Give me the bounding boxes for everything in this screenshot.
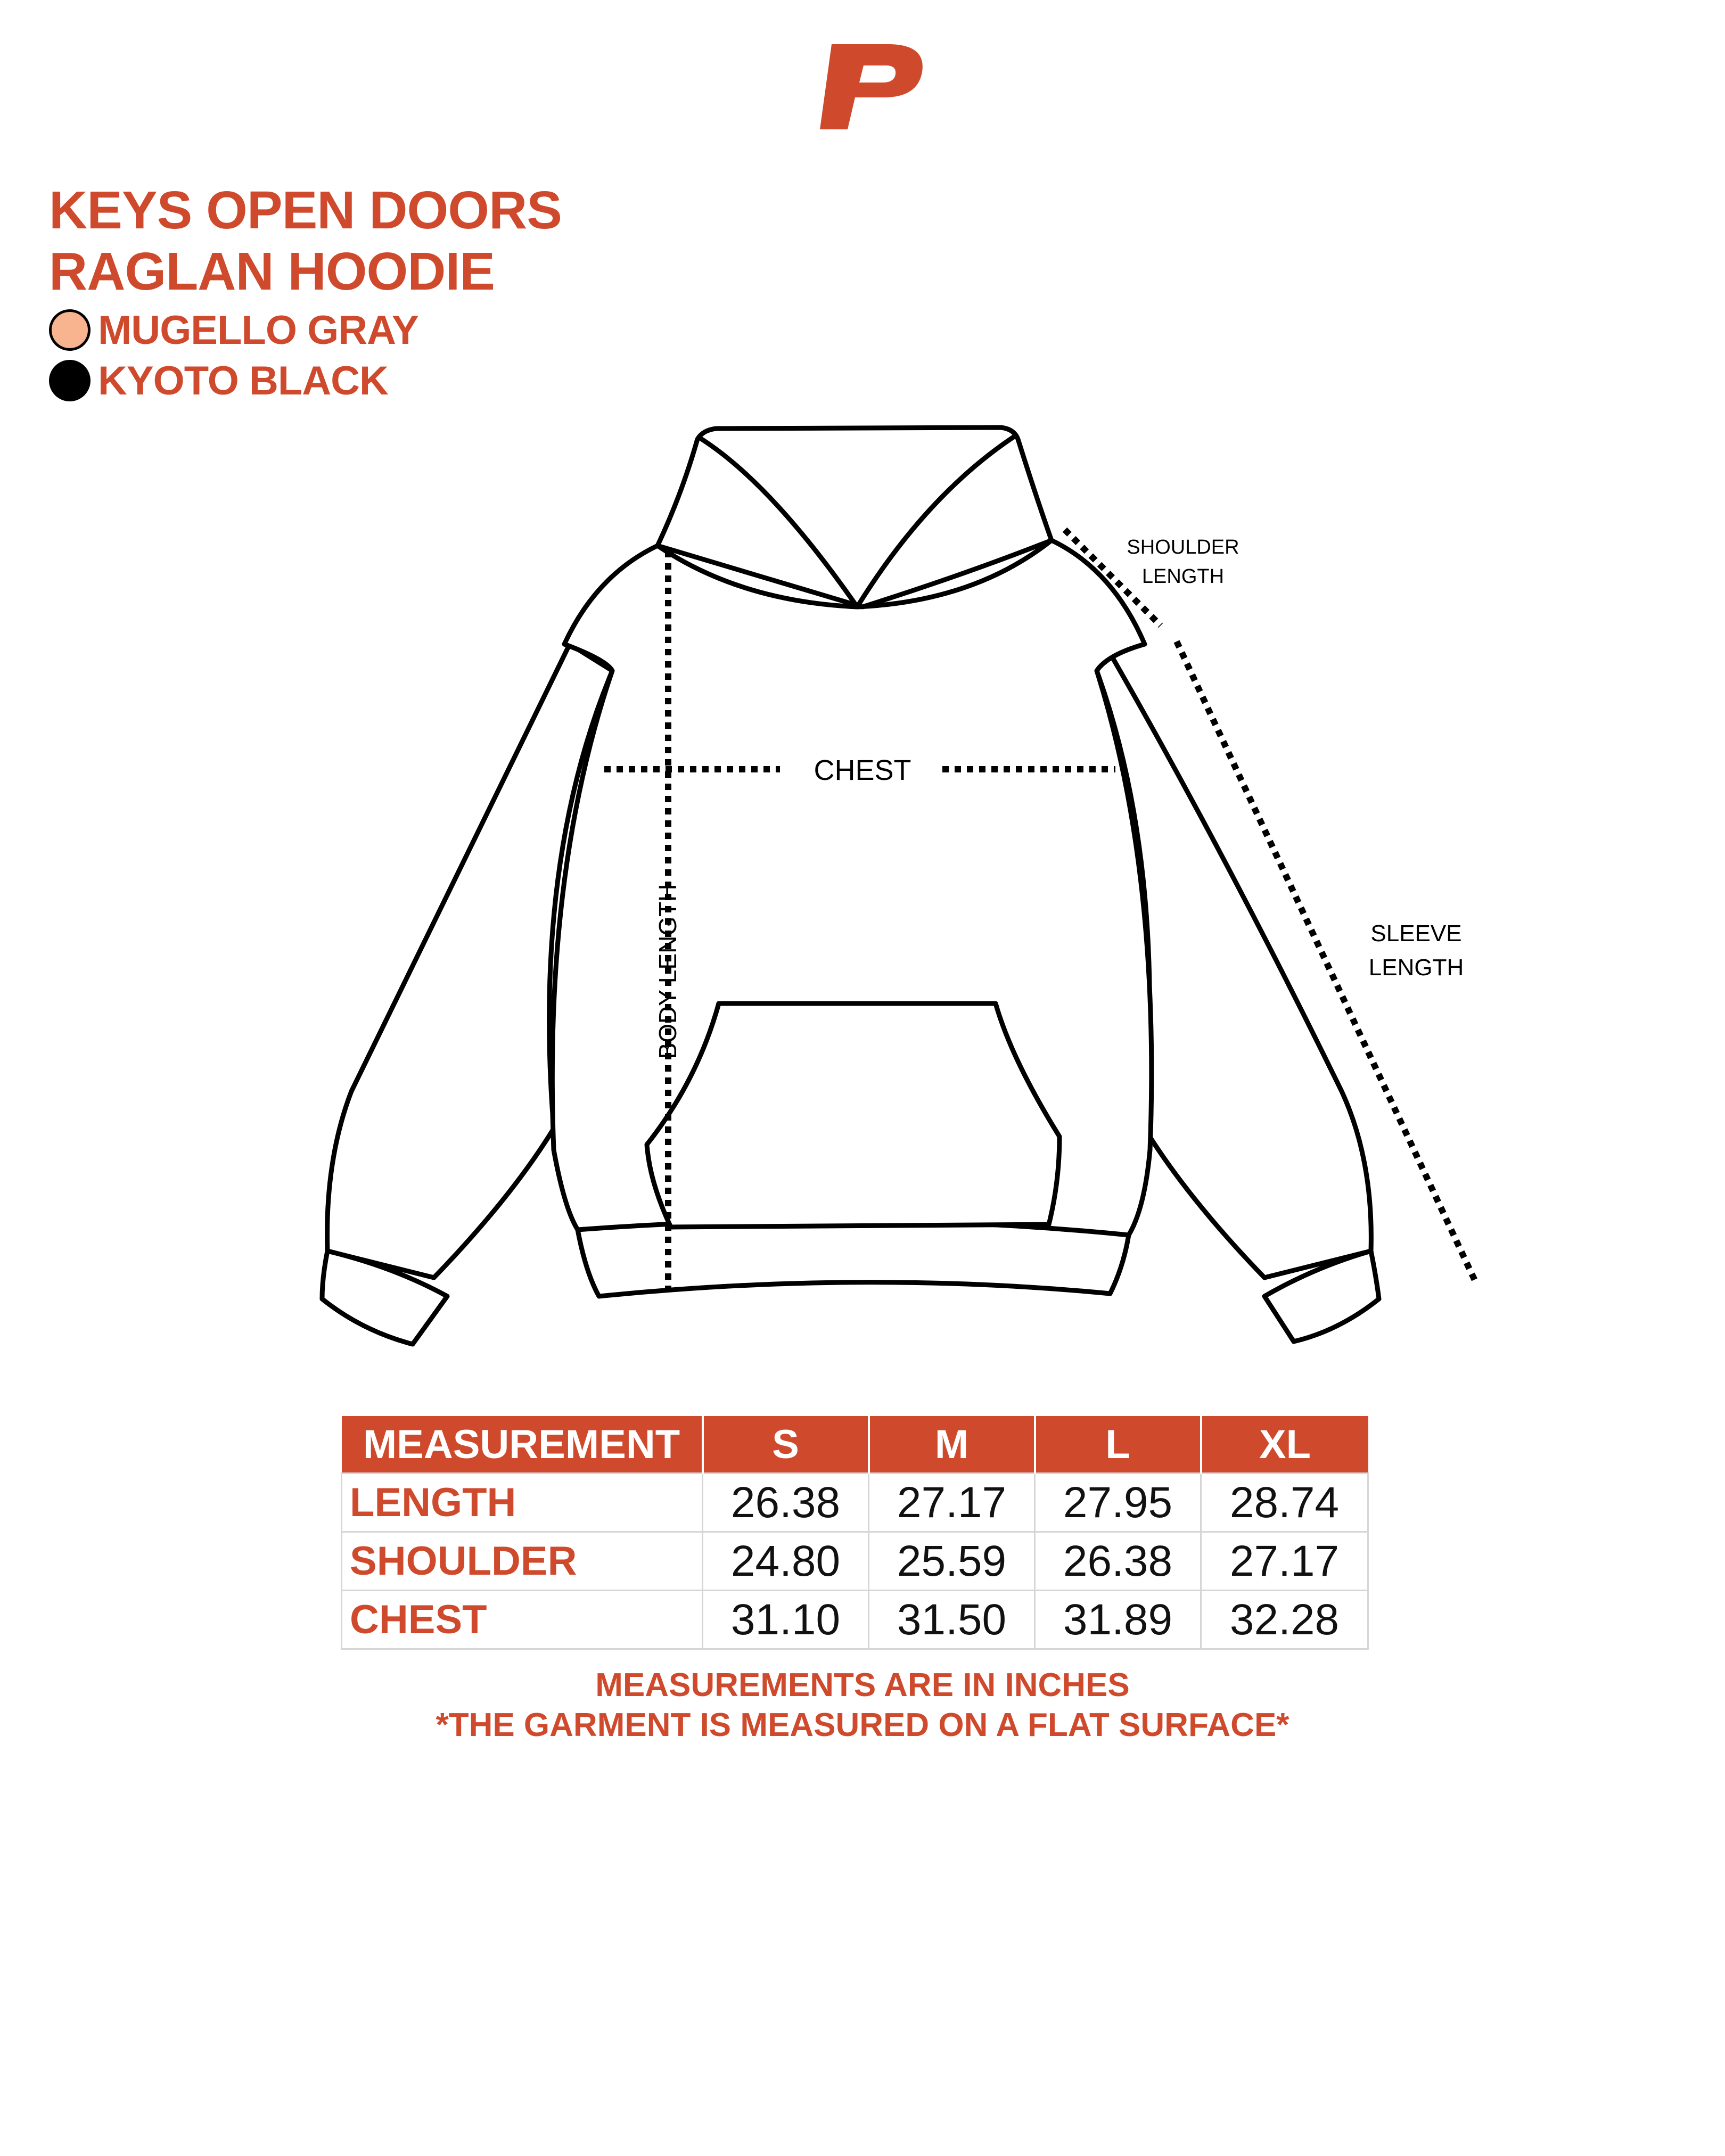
product-title-line-1: KEYS OPEN DOORS <box>49 180 562 240</box>
hoodie-diagram <box>298 415 1512 1373</box>
table-cell: 31.50 <box>869 1591 1035 1649</box>
chest-label: CHEST <box>814 754 911 786</box>
table-cell: 26.38 <box>1035 1532 1201 1591</box>
table-cell: 27.17 <box>1201 1532 1368 1591</box>
table-cell: 24.80 <box>703 1532 869 1591</box>
brand-logo-icon <box>820 40 926 133</box>
color-option-kyoto-black <box>49 357 388 405</box>
column-header: MEASUREMENT <box>342 1416 703 1474</box>
table-cell: 27.95 <box>1035 1474 1201 1532</box>
column-header: L <box>1035 1416 1201 1474</box>
sleeve-label-line-1: SLEEVE <box>1370 920 1462 947</box>
shoulder-label-line-2: LENGTH <box>1141 565 1225 588</box>
kyoto-black-swatch-icon <box>49 360 91 401</box>
table-cell: 27.17 <box>869 1474 1035 1532</box>
row-label: SHOULDER <box>342 1532 703 1591</box>
table-cell: 31.10 <box>703 1591 869 1649</box>
kangaroo-pocket <box>647 1003 1059 1227</box>
table-cell: 31.89 <box>1035 1591 1201 1649</box>
size-chart-table <box>341 1416 1369 1650</box>
shoulder-label-line-1: SHOULDER <box>1127 536 1239 558</box>
column-header: M <box>869 1416 1035 1474</box>
table-cell: 26.38 <box>703 1474 869 1532</box>
table-row <box>342 1591 1368 1649</box>
table-row <box>342 1474 1368 1532</box>
color-option-mugello-gray <box>49 306 418 354</box>
table-cell: 25.59 <box>869 1532 1035 1591</box>
table-header-row <box>342 1416 1368 1474</box>
body-length-label: BODY LENGTH <box>654 884 681 1059</box>
sleeve-label-line-2: LENGTH <box>1368 954 1464 981</box>
measurement-method-note: *THE GARMENT IS MEASURED ON A FLAT SURFACE* <box>436 1707 1289 1743</box>
table-cell: 32.28 <box>1201 1591 1368 1649</box>
table-cell: 28.74 <box>1201 1474 1368 1532</box>
color-label: MUGELLO GRAY <box>98 307 418 353</box>
waistband <box>578 1220 1129 1296</box>
column-header: S <box>703 1416 869 1474</box>
units-note: MEASUREMENTS ARE IN INCHES <box>595 1667 1130 1704</box>
row-label: LENGTH <box>342 1474 703 1532</box>
product-title-line-2: RAGLAN HOODIE <box>49 242 495 301</box>
column-header: XL <box>1201 1416 1368 1474</box>
color-label: KYOTO BLACK <box>98 358 388 404</box>
mugello-gray-swatch-icon <box>49 309 91 351</box>
table-row <box>342 1532 1368 1591</box>
row-label: CHEST <box>342 1591 703 1649</box>
